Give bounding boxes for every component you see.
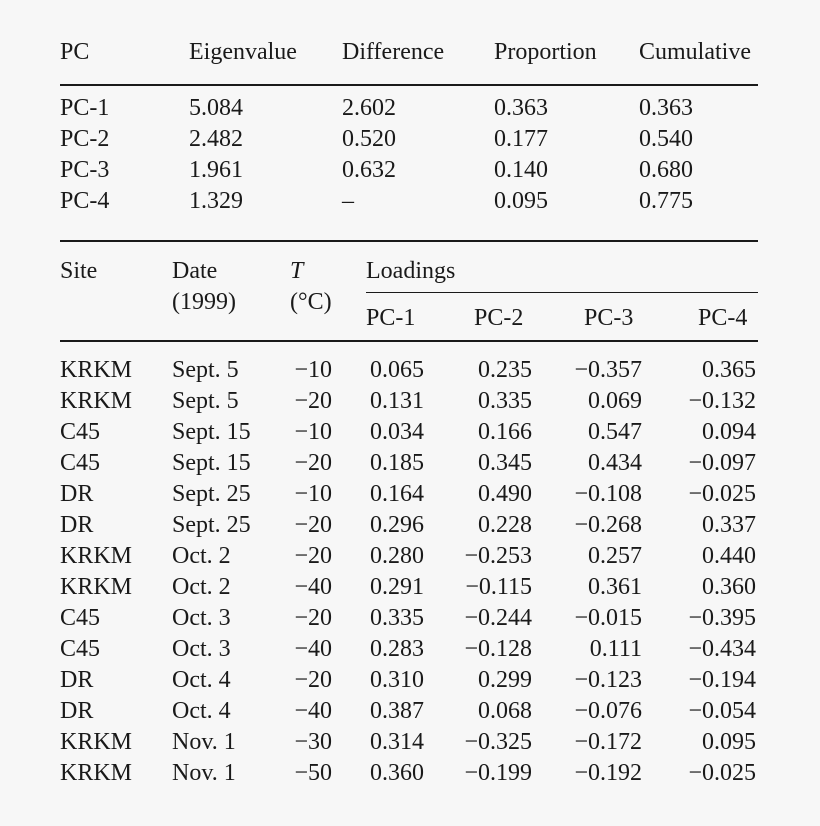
loadings-cell-pc3: −0.108	[574, 481, 642, 507]
loadings-cell-pc4: −0.097	[688, 450, 756, 476]
loadings-cell-temperature: −20	[294, 605, 332, 631]
pc-header-rule	[60, 84, 758, 86]
loadings-cell-temperature: −20	[294, 512, 332, 538]
pc-header-proportion: Proportion	[494, 39, 597, 65]
loadings-cell-pc2: −0.244	[464, 605, 532, 631]
loadings-cell-temperature: −10	[294, 481, 332, 507]
pc-cell-eigenvalue: 5.084	[189, 95, 243, 121]
loadings-cell-pc2: −0.253	[464, 543, 532, 569]
loadings-cell-pc2: 0.068	[478, 698, 532, 724]
loadings-cell-site: KRKM	[60, 760, 133, 786]
loadings-cell-pc1: 0.280	[370, 543, 424, 569]
loadings-cell-pc1: 0.360	[370, 760, 424, 786]
pc-cell-cumulative: 0.540	[639, 126, 693, 152]
loadings-cell-date: Sept. 5	[172, 357, 239, 383]
loadings-cell-pc3: 0.361	[588, 574, 642, 600]
loadings-cell-pc4: −0.434	[688, 636, 756, 662]
loadings-cell-temperature: −40	[294, 698, 332, 724]
loadings-cell-pc4: 0.365	[702, 357, 756, 383]
loadings-header-rule	[60, 340, 758, 342]
loadings-cell-site: DR	[60, 667, 94, 693]
loadings-cell-pc3: 0.069	[588, 388, 642, 414]
loadings-cell-date: Oct. 4	[172, 698, 231, 724]
loadings-header-site: Site	[60, 258, 98, 284]
loadings-cell-site: KRKM	[60, 357, 133, 383]
loadings-cell-temperature: −30	[294, 729, 332, 755]
pc-cell-eigenvalue: 1.329	[189, 188, 243, 214]
loadings-cell-pc4: 0.337	[702, 512, 756, 538]
loadings-cell-pc2: −0.115	[465, 574, 532, 600]
loadings-cell-date: Sept. 15	[172, 419, 251, 445]
table-divider-rule	[60, 240, 758, 242]
loadings-subheader-rule	[366, 292, 758, 293]
loadings-cell-pc3: 0.111	[589, 636, 642, 662]
loadings-cell-pc4: −0.025	[688, 481, 756, 507]
loadings-cell-date: Sept. 25	[172, 481, 251, 507]
pc-cell-pc-name: PC-4	[60, 188, 110, 214]
loadings-cell-site: DR	[60, 481, 94, 507]
pc-cell-difference: 0.632	[342, 157, 396, 183]
loadings-cell-pc4: −0.054	[688, 698, 756, 724]
loadings-cell-pc4: 0.095	[702, 729, 756, 755]
loadings-cell-site: C45	[60, 419, 101, 445]
pc-cell-eigenvalue: 2.482	[189, 126, 243, 152]
loadings-header-temperature: T	[290, 258, 304, 284]
loadings-cell-pc3: 0.547	[588, 419, 642, 445]
loadings-cell-date: Sept. 5	[172, 388, 239, 414]
pc-header-cumulative: Cumulative	[639, 39, 751, 65]
loadings-cell-pc2: −0.199	[464, 760, 532, 786]
loadings-cell-pc4: −0.132	[688, 388, 756, 414]
loadings-cell-pc3: −0.192	[574, 760, 642, 786]
loadings-header-temperature-unit: (°C)	[290, 289, 332, 315]
pc-cell-proportion: 0.363	[494, 95, 548, 121]
loadings-cell-pc2: 0.490	[478, 481, 532, 507]
loadings-cell-site: C45	[60, 605, 101, 631]
loadings-cell-site: DR	[60, 512, 94, 538]
loadings-cell-pc1: 0.296	[370, 512, 424, 538]
loadings-cell-pc2: 0.299	[478, 667, 532, 693]
loadings-cell-pc1: 0.310	[370, 667, 424, 693]
loadings-cell-pc1: 0.335	[370, 605, 424, 631]
loadings-cell-date: Sept. 25	[172, 512, 251, 538]
loadings-cell-pc3: −0.015	[574, 605, 642, 631]
loadings-cell-site: KRKM	[60, 388, 133, 414]
pc-cell-difference: 0.520	[342, 126, 396, 152]
loadings-cell-date: Oct. 2	[172, 543, 231, 569]
loadings-cell-date: Nov. 1	[172, 760, 236, 786]
loadings-cell-pc4: 0.360	[702, 574, 756, 600]
loadings-cell-temperature: −10	[294, 419, 332, 445]
loadings-cell-temperature: −20	[294, 450, 332, 476]
pc-header-difference: Difference	[342, 39, 445, 65]
loadings-cell-pc2: −0.128	[464, 636, 532, 662]
loadings-cell-temperature: −20	[294, 543, 332, 569]
loadings-cell-pc2: 0.345	[478, 450, 532, 476]
loadings-cell-site: KRKM	[60, 729, 133, 755]
loadings-header-date: Date	[172, 258, 218, 284]
loadings-cell-pc1: 0.065	[370, 357, 424, 383]
loadings-header-pc4: PC-4	[698, 305, 748, 331]
pc-cell-proportion: 0.095	[494, 188, 548, 214]
loadings-header-pc2: PC-2	[474, 305, 524, 331]
pc-cell-difference: 2.602	[342, 95, 396, 121]
pc-cell-pc-name: PC-3	[60, 157, 110, 183]
loadings-cell-temperature: −20	[294, 667, 332, 693]
loadings-cell-date: Oct. 2	[172, 574, 231, 600]
loadings-cell-temperature: −20	[294, 388, 332, 414]
loadings-cell-date: Oct. 3	[172, 636, 231, 662]
loadings-cell-pc1: 0.164	[370, 481, 424, 507]
loadings-cell-date: Oct. 4	[172, 667, 231, 693]
loadings-cell-temperature: −40	[294, 636, 332, 662]
pc-cell-cumulative: 0.775	[639, 188, 693, 214]
loadings-cell-pc1: 0.283	[370, 636, 424, 662]
loadings-cell-pc3: −0.123	[574, 667, 642, 693]
loadings-cell-temperature: −10	[294, 357, 332, 383]
pc-cell-cumulative: 0.363	[639, 95, 693, 121]
loadings-header-date-year: (1999)	[172, 289, 236, 315]
pc-header-eigenvalue: Eigenvalue	[189, 39, 297, 65]
loadings-cell-date: Nov. 1	[172, 729, 236, 755]
loadings-header-pc3: PC-3	[584, 305, 634, 331]
loadings-cell-site: C45	[60, 450, 101, 476]
pc-cell-difference: –	[342, 188, 354, 214]
loadings-header-loadings: Loadings	[366, 258, 456, 284]
loadings-cell-temperature: −50	[294, 760, 332, 786]
pc-cell-proportion: 0.177	[494, 126, 548, 152]
pc-header-pc: PC	[60, 39, 90, 65]
loadings-cell-pc3: 0.434	[588, 450, 642, 476]
loadings-cell-site: DR	[60, 698, 94, 724]
loadings-cell-pc1: 0.387	[370, 698, 424, 724]
loadings-cell-pc1: 0.314	[370, 729, 424, 755]
loadings-cell-pc2: 0.335	[478, 388, 532, 414]
loadings-cell-pc3: −0.172	[574, 729, 642, 755]
loadings-cell-pc3: −0.076	[574, 698, 642, 724]
loadings-cell-pc4: −0.395	[688, 605, 756, 631]
loadings-cell-pc1: 0.131	[370, 388, 424, 414]
pc-cell-cumulative: 0.680	[639, 157, 693, 183]
loadings-cell-pc1: 0.291	[370, 574, 424, 600]
loadings-cell-pc4: 0.094	[702, 419, 756, 445]
loadings-cell-pc2: −0.325	[464, 729, 532, 755]
loadings-cell-temperature: −40	[294, 574, 332, 600]
pc-cell-proportion: 0.140	[494, 157, 548, 183]
loadings-cell-site: KRKM	[60, 574, 133, 600]
loadings-cell-date: Sept. 15	[172, 450, 251, 476]
loadings-cell-pc2: 0.235	[478, 357, 532, 383]
loadings-cell-pc2: 0.228	[478, 512, 532, 538]
loadings-cell-pc3: −0.268	[574, 512, 642, 538]
loadings-cell-site: C45	[60, 636, 101, 662]
loadings-cell-pc4: −0.194	[688, 667, 756, 693]
pc-cell-eigenvalue: 1.961	[189, 157, 243, 183]
pc-cell-pc-name: PC-1	[60, 95, 110, 121]
loadings-cell-site: KRKM	[60, 543, 133, 569]
loadings-cell-pc3: 0.257	[588, 543, 642, 569]
loadings-cell-pc1: 0.185	[370, 450, 424, 476]
loadings-cell-pc3: −0.357	[574, 357, 642, 383]
loadings-cell-pc1: 0.034	[370, 419, 424, 445]
loadings-header-pc1: PC-1	[366, 305, 416, 331]
loadings-cell-pc4: 0.440	[702, 543, 756, 569]
loadings-cell-pc2: 0.166	[478, 419, 532, 445]
pc-cell-pc-name: PC-2	[60, 126, 110, 152]
loadings-cell-date: Oct. 3	[172, 605, 231, 631]
loadings-cell-pc4: −0.025	[688, 760, 756, 786]
